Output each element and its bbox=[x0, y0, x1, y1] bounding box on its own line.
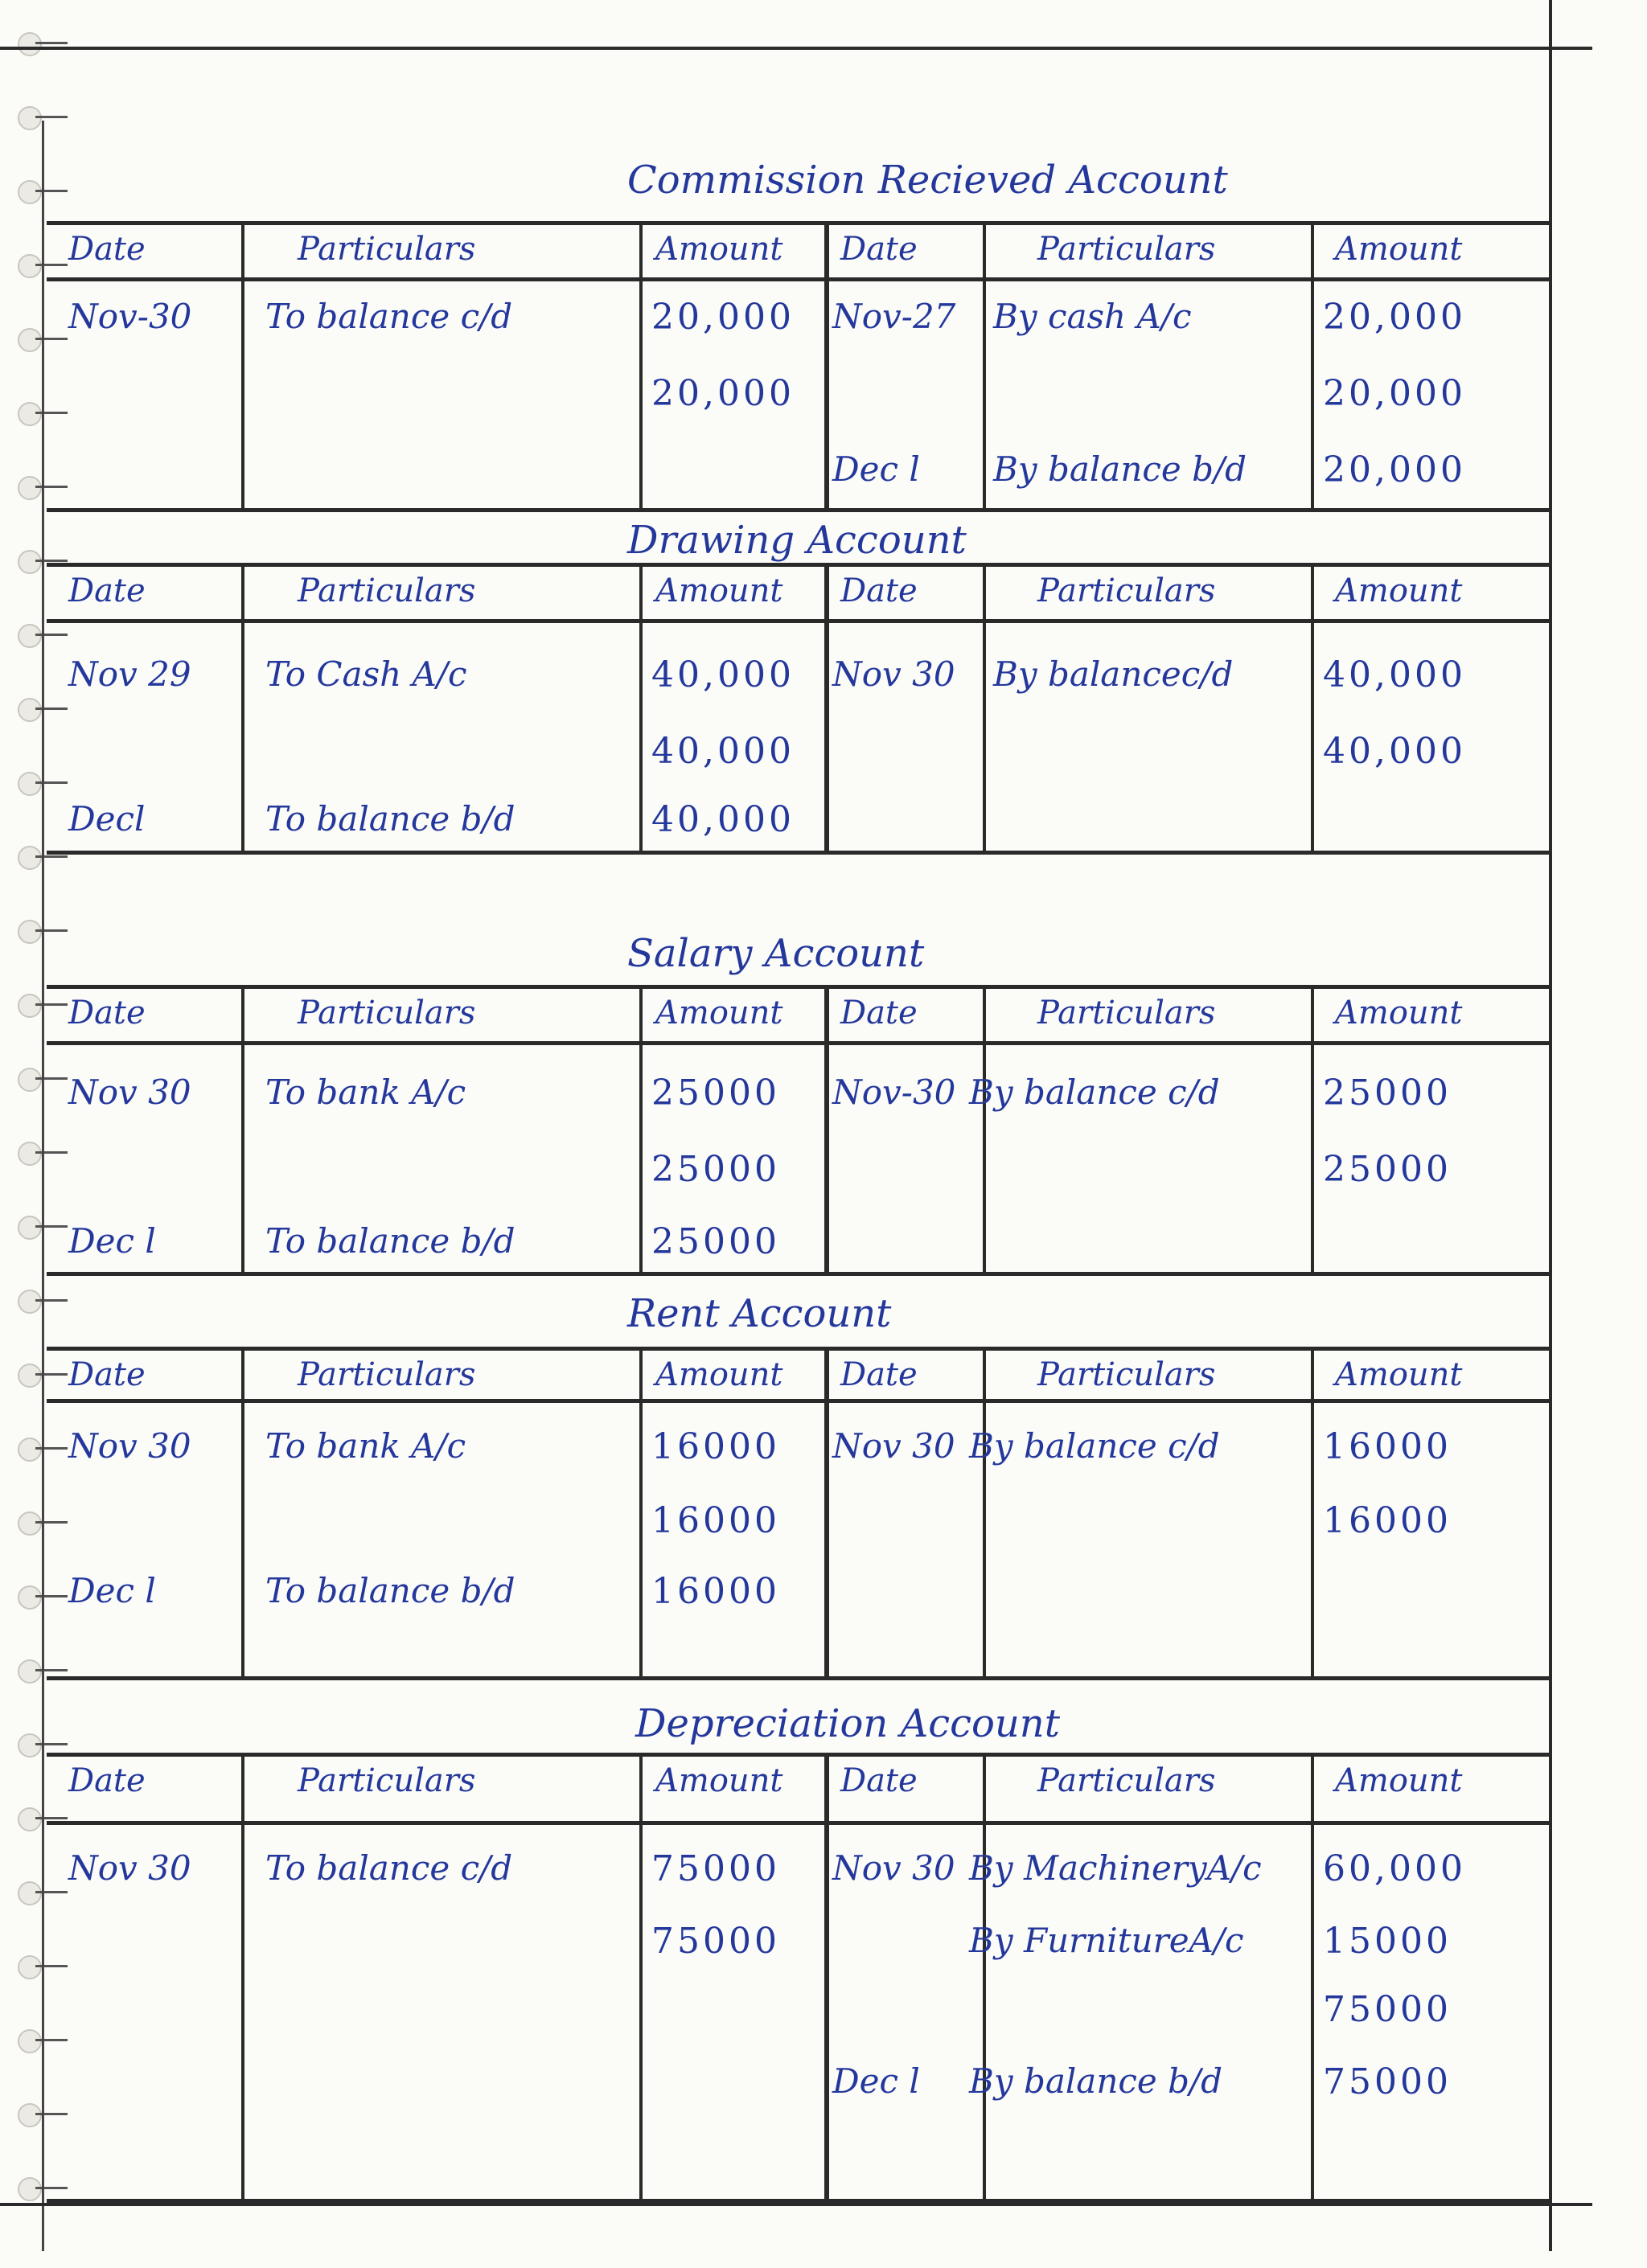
account-bottom-rule bbox=[47, 851, 1549, 855]
credit-date: Nov 30 bbox=[832, 1426, 955, 1466]
binding-hole bbox=[18, 1068, 42, 1092]
header-particulars: Particulars bbox=[1037, 995, 1216, 1031]
debit-date: Nov-30 bbox=[68, 297, 192, 336]
header-bottom-rule bbox=[47, 277, 1549, 281]
debit-amount: 40,000 bbox=[651, 654, 795, 695]
credit-particulars: By balance c/d bbox=[969, 1426, 1220, 1466]
credit-particulars: By balance b/d bbox=[969, 2061, 1223, 2101]
binding-wire bbox=[35, 1521, 68, 1524]
debit-particulars: To balance b/d bbox=[265, 1571, 515, 1610]
binding-hole bbox=[18, 1807, 42, 1831]
debit-amount: 25000 bbox=[651, 1072, 780, 1113]
binding-hole bbox=[18, 2103, 42, 2127]
binding-hole bbox=[18, 994, 42, 1018]
credit-amount: 16000 bbox=[1323, 1500, 1452, 1541]
debit-particulars: To balance c/d bbox=[265, 1848, 513, 1888]
column-divider bbox=[824, 1753, 829, 2199]
column-divider bbox=[639, 1347, 643, 1676]
binding-wire bbox=[35, 1891, 68, 1893]
header-date: Date bbox=[68, 995, 146, 1031]
debit-particulars: To balance c/d bbox=[265, 297, 513, 336]
header-top-rule bbox=[47, 221, 1549, 225]
debit-date: Decl bbox=[68, 799, 146, 839]
column-divider bbox=[639, 563, 643, 851]
credit-amount: 20,000 bbox=[1323, 297, 1466, 338]
column-divider bbox=[241, 221, 244, 508]
binding-hole bbox=[18, 402, 42, 426]
credit-amount: 25000 bbox=[1323, 1072, 1452, 1113]
credit-date: Nov 30 bbox=[832, 1848, 955, 1888]
column-divider bbox=[1311, 1753, 1314, 2199]
binding-hole bbox=[18, 772, 42, 796]
binding-hole bbox=[18, 1511, 42, 1536]
binding-wire bbox=[35, 634, 68, 636]
header-particulars: Particulars bbox=[1037, 1356, 1216, 1393]
debit-date: Dec l bbox=[68, 1221, 156, 1261]
credit-particulars: By cash A/c bbox=[993, 297, 1192, 336]
binding-wire bbox=[35, 338, 68, 340]
header-amount: Amount bbox=[655, 1356, 783, 1393]
account-bottom-rule bbox=[47, 1272, 1549, 1276]
header-date: Date bbox=[68, 572, 146, 609]
header-amount: Amount bbox=[655, 572, 783, 609]
binding-wire bbox=[35, 2187, 68, 2189]
column-divider bbox=[241, 1753, 244, 2199]
binding-wire bbox=[35, 1965, 68, 1967]
binding-wire bbox=[35, 1743, 68, 1745]
account-bottom-rule bbox=[47, 2199, 1549, 2203]
credit-amount: 75000 bbox=[1323, 2061, 1452, 2102]
binding-wire bbox=[35, 116, 68, 118]
binding-wire bbox=[35, 486, 68, 488]
binding-wire bbox=[35, 781, 68, 784]
debit-particulars: To bank A/c bbox=[265, 1072, 466, 1112]
header-date: Date bbox=[68, 1356, 146, 1393]
binding-wire bbox=[35, 1817, 68, 1819]
column-divider bbox=[824, 985, 829, 1272]
debit-date: Nov 29 bbox=[68, 654, 191, 694]
binding-wire bbox=[35, 1447, 68, 1450]
binding-hole bbox=[18, 1437, 42, 1462]
binding-hole bbox=[18, 624, 42, 648]
header-particulars: Particulars bbox=[298, 572, 476, 609]
column-divider bbox=[241, 1347, 244, 1676]
left-margin-line bbox=[42, 121, 44, 2251]
account-title: Commission Recieved Account bbox=[627, 158, 1228, 203]
column-divider bbox=[639, 1753, 643, 2199]
header-top-rule bbox=[47, 985, 1549, 989]
bottom-border bbox=[0, 2203, 1592, 2206]
account-bottom-rule bbox=[47, 508, 1549, 512]
binding-hole bbox=[18, 846, 42, 870]
column-divider bbox=[241, 563, 244, 851]
header-amount: Amount bbox=[1335, 572, 1463, 609]
account-bottom-rule bbox=[47, 1676, 1549, 1680]
debit-date: Nov 30 bbox=[68, 1848, 191, 1888]
header-date: Date bbox=[840, 1356, 918, 1393]
top-border bbox=[0, 47, 1592, 50]
header-bottom-rule bbox=[47, 619, 1549, 623]
column-divider bbox=[1311, 563, 1314, 851]
binding-hole bbox=[18, 32, 42, 56]
header-amount: Amount bbox=[655, 1762, 783, 1799]
debit-date: Nov 30 bbox=[68, 1072, 191, 1112]
right-margin-line bbox=[1549, 0, 1552, 2251]
credit-amount: 20,000 bbox=[1323, 449, 1466, 490]
header-date: Date bbox=[840, 231, 918, 268]
credit-amount: 16000 bbox=[1323, 1426, 1452, 1467]
credit-date: Dec l bbox=[832, 449, 920, 489]
debit-particulars: To bank A/c bbox=[265, 1426, 466, 1466]
binding-hole bbox=[18, 1364, 42, 1388]
credit-amount: 40,000 bbox=[1323, 731, 1466, 772]
header-amount: Amount bbox=[1335, 1762, 1463, 1799]
binding-hole bbox=[18, 328, 42, 352]
binding-hole bbox=[18, 1659, 42, 1684]
binding-hole bbox=[18, 1881, 42, 1905]
column-divider bbox=[983, 1753, 986, 2199]
binding-wire bbox=[35, 1077, 68, 1080]
binding-wire bbox=[35, 264, 68, 266]
header-date: Date bbox=[840, 995, 918, 1031]
credit-amount: 20,000 bbox=[1323, 373, 1466, 414]
header-particulars: Particulars bbox=[298, 995, 476, 1031]
binding-wire bbox=[35, 855, 68, 858]
debit-amount: 16000 bbox=[651, 1500, 780, 1541]
credit-particulars: By FurnitureA/c bbox=[969, 1921, 1244, 1960]
binding-hole bbox=[18, 2029, 42, 2053]
binding-hole bbox=[18, 254, 42, 278]
header-amount: Amount bbox=[1335, 1356, 1463, 1393]
header-date: Date bbox=[68, 1762, 146, 1799]
binding-hole bbox=[18, 1142, 42, 1166]
account-title: Depreciation Account bbox=[635, 1701, 1060, 1746]
binding-wire bbox=[35, 1151, 68, 1154]
credit-particulars: By MachineryA/c bbox=[969, 1848, 1262, 1888]
debit-amount: 25000 bbox=[651, 1149, 780, 1190]
binding-wire bbox=[35, 2113, 68, 2115]
binding-hole bbox=[18, 2177, 42, 2201]
header-particulars: Particulars bbox=[1037, 572, 1216, 609]
header-particulars: Particulars bbox=[1037, 231, 1216, 268]
account-title: Salary Account bbox=[627, 931, 925, 976]
credit-date: Nov-27 bbox=[832, 297, 956, 336]
credit-amount: 40,000 bbox=[1323, 654, 1466, 695]
credit-date: Nov-30 bbox=[832, 1072, 956, 1112]
binding-hole bbox=[18, 180, 42, 204]
header-amount: Amount bbox=[655, 995, 783, 1031]
debit-amount: 16000 bbox=[651, 1426, 780, 1467]
header-top-rule bbox=[47, 1347, 1549, 1351]
column-divider bbox=[824, 563, 829, 851]
column-divider bbox=[241, 985, 244, 1272]
column-divider bbox=[983, 221, 986, 508]
credit-amount: 60,000 bbox=[1323, 1848, 1466, 1889]
credit-amount: 25000 bbox=[1323, 1149, 1452, 1190]
binding-wire bbox=[35, 1299, 68, 1302]
binding-hole bbox=[18, 1733, 42, 1757]
header-date: Date bbox=[840, 572, 918, 609]
binding-wire bbox=[35, 412, 68, 414]
header-particulars: Particulars bbox=[298, 1356, 476, 1393]
binding-wire bbox=[35, 929, 68, 932]
header-bottom-rule bbox=[47, 1041, 1549, 1045]
binding-hole bbox=[18, 698, 42, 722]
header-particulars: Particulars bbox=[298, 231, 476, 268]
binding-wire bbox=[35, 1003, 68, 1006]
column-divider bbox=[639, 221, 643, 508]
header-bottom-rule bbox=[47, 1821, 1549, 1825]
header-bottom-rule bbox=[47, 1399, 1549, 1403]
debit-amount: 20,000 bbox=[651, 373, 795, 414]
binding-wire bbox=[35, 707, 68, 710]
header-amount: Amount bbox=[655, 231, 783, 268]
column-divider bbox=[983, 563, 986, 851]
header-particulars: Particulars bbox=[298, 1762, 476, 1799]
binding-wire bbox=[35, 1373, 68, 1376]
credit-date: Nov 30 bbox=[832, 654, 955, 694]
binding-hole bbox=[18, 920, 42, 944]
debit-amount: 40,000 bbox=[651, 799, 795, 840]
header-amount: Amount bbox=[1335, 231, 1463, 268]
column-divider bbox=[983, 1347, 986, 1676]
debit-particulars: To balance b/d bbox=[265, 799, 515, 839]
binding-hole bbox=[18, 1290, 42, 1314]
column-divider bbox=[1311, 1347, 1314, 1676]
credit-amount: 75000 bbox=[1323, 1989, 1452, 2030]
debit-amount: 20,000 bbox=[651, 297, 795, 338]
debit-particulars: To Cash A/c bbox=[265, 654, 467, 694]
header-date: Date bbox=[68, 231, 146, 268]
debit-particulars: To balance b/d bbox=[265, 1221, 515, 1261]
credit-particulars: By balance c/d bbox=[969, 1072, 1220, 1112]
column-divider bbox=[1311, 985, 1314, 1272]
spiral-binding bbox=[0, 0, 64, 2268]
debit-amount: 75000 bbox=[651, 1921, 780, 1962]
header-date: Date bbox=[840, 1762, 918, 1799]
column-divider bbox=[824, 221, 829, 508]
binding-wire bbox=[35, 190, 68, 192]
column-divider bbox=[1311, 221, 1314, 508]
account-title: Drawing Account bbox=[627, 518, 967, 563]
column-divider bbox=[639, 985, 643, 1272]
credit-date: Dec l bbox=[832, 2061, 920, 2101]
binding-wire bbox=[35, 1669, 68, 1671]
header-amount: Amount bbox=[1335, 995, 1463, 1031]
credit-amount: 15000 bbox=[1323, 1921, 1452, 1962]
credit-particulars: By balancec/d bbox=[993, 654, 1234, 694]
header-top-rule bbox=[47, 1753, 1549, 1757]
credit-particulars: By balance b/d bbox=[993, 449, 1247, 489]
account-title: Rent Account bbox=[627, 1291, 892, 1336]
binding-hole bbox=[18, 106, 42, 130]
debit-date: Dec l bbox=[68, 1571, 156, 1610]
debit-amount: 40,000 bbox=[651, 731, 795, 772]
header-particulars: Particulars bbox=[1037, 1762, 1216, 1799]
debit-amount: 75000 bbox=[651, 1848, 780, 1889]
column-divider bbox=[824, 1347, 829, 1676]
debit-amount: 16000 bbox=[651, 1571, 780, 1612]
header-top-rule bbox=[47, 563, 1549, 567]
binding-wire bbox=[35, 2039, 68, 2041]
binding-hole bbox=[18, 1216, 42, 1240]
binding-wire bbox=[35, 42, 68, 44]
binding-hole bbox=[18, 476, 42, 500]
binding-hole bbox=[18, 550, 42, 574]
debit-amount: 25000 bbox=[651, 1221, 780, 1262]
binding-wire bbox=[35, 1225, 68, 1228]
binding-wire bbox=[35, 1595, 68, 1597]
binding-hole bbox=[18, 1585, 42, 1610]
binding-hole bbox=[18, 1955, 42, 1979]
binding-wire bbox=[35, 560, 68, 562]
debit-date: Nov 30 bbox=[68, 1426, 191, 1466]
column-divider bbox=[983, 985, 986, 1272]
